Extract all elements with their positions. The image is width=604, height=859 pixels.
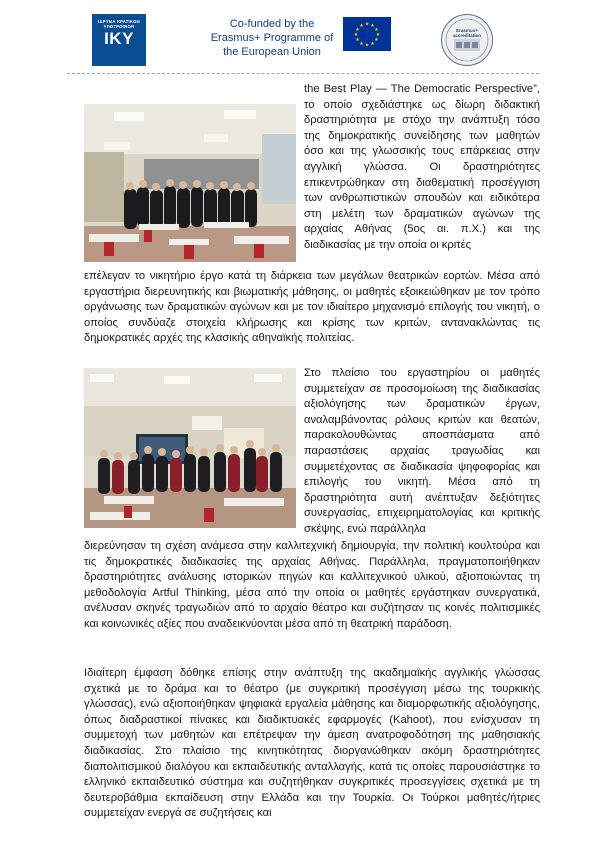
eu-flag-icon xyxy=(343,17,391,51)
paragraph-1-continued: επέλεγαν το νικητήριο έργο κατά τη διάρκεια των μεγάλων θεατρικών εορτών. Μέσα από εργαστήρια διερευνητικής και βιωματικής μάθησης, οι μαθητές εξοικειώθηκαν με τον τρόπο οργάνωσης των δραματικών αγώνων και με τον ιδιαίτερο μηχανισμό επιλογής του νικητή, ο οποίος συνδύαζε στοιχεία κλήρωσης και κρίσης των κριτών, αντανακλώντας τις δημοκρατικές αρχές της κλασικής αθηναϊκής πολιτείας. xyxy=(84,270,540,345)
header-divider xyxy=(67,73,539,74)
cofunded-text: Co-funded by the Erasmus+ Programme of the European Union xyxy=(210,18,334,58)
iky-logo-subtitle: ΙΔΡΥΜΑ ΚΡΑΤΙΚΩΝ ΥΠΟΤΡΟΦΙΩΝ xyxy=(98,19,140,29)
paragraph-3: Ιδιαίτερη έμφαση δόθηκε επίσης στην ανάπτυξη της ακαδημαϊκής αγγλικής γλώσσας σχετικά με το δράμα και το θέατρο (με συγκριτική προσέγγιση μέσω της τουρκικής γλώσσας), ενώ αξιοποιήθηκαν ψηφιακά εργαλεία μάθησης και διαμορφωτικής αξιολόγησης, όπως διαδραστικοί πίνακες και διαδικτυακές εφαρμογές (Kahoot), που ενίσχυσαν τη συμμετοχή των μαθητών και επέτρεψαν την άμεση ανατροφοδότηση της μαθησιακής διαδικασίας. Στο πλαίσιο της κινητικότητας διοργανώθηκαν ακόμη δραστηριότητες διαπολιτισμικού διαλόγου και εκπαιδευτικής ανταλλαγής, κατά τις οποίες παρουσιάστηκε το ελληνικό εκπαιδευτικό σύστημα και συζητήθηκαν συγκριτικές προσεγγίσεις σχετικά με τη δευτεροβάθμια εκπαίδευση στην Ελλάδα και την Τουρκία. Οι Τούρκοι μαθητές/ήτριες συμμετείχαν ενεργά σε συζητήσεις και xyxy=(84,667,540,820)
svg-text:★: ★ xyxy=(370,23,375,29)
classroom-photo-2 xyxy=(84,368,296,528)
erasmus-accreditation-seal xyxy=(441,14,493,66)
iky-logo xyxy=(92,14,146,66)
svg-text:★: ★ xyxy=(359,41,364,47)
svg-text:★: ★ xyxy=(353,32,359,38)
paragraph-2-right: Στο πλαίσιο του εργαστηρίου οι μαθητές συμμετείχαν σε προσομοίωση της διαδικασίας αξιολόγησης των δραματικών έργων, αναλαμβάνοντας ρόλους κριτών και θεατών, παρακολουθώντας αποσπάσματα από παραστάσεις αρχαίας τραγωδίας και συμμετέχοντας σε διαδικασία ψηφοφορίας και επιλογής του νικητή. Μέσα από τη δραστηριότητα αυτή ανέπτυξαν δεξιότητες συνεργασίας, επιχειρηματολογίας και κριτικής σκέψης, ενώ παράλληλα xyxy=(304,367,540,535)
iky-logo-name: IKY xyxy=(104,29,134,48)
svg-text:★: ★ xyxy=(364,21,370,28)
svg-text:★: ★ xyxy=(375,32,381,38)
accreditation-text: Erasmus+ accreditation xyxy=(452,28,481,38)
classroom-photo-1 xyxy=(84,104,296,262)
svg-text:★: ★ xyxy=(355,27,360,33)
svg-text:★: ★ xyxy=(370,41,375,47)
svg-text:★: ★ xyxy=(374,37,379,43)
svg-text:★: ★ xyxy=(359,23,364,29)
svg-text:★: ★ xyxy=(374,27,379,33)
paragraph-1-right: the Best Play — The Democratic Perspective”, το οποίο σχεδιάστηκε ως δίωρη διδακτική δραστηριότητα με στόχο την ανάπτυξη τόσο της δημοκρατικής συνείδησης των μαθητών όσο και της γλωσσικής τους επάρκειας στην αγγλική γλώσσα. Οι δραστηριότητες επικεντρώθηκαν στη διαθεματική προσέγγιση των ανθρωπιστικών σπουδών και ειδικότερα στη μελέτη των δραματικών αγώνων της αρχαίας Αθήνας (5ος αι. π.Χ.) και της διαδικασίας με την οποία οι κριτές xyxy=(304,83,540,251)
page-header xyxy=(0,0,604,72)
svg-text:★: ★ xyxy=(355,37,360,43)
svg-text:★: ★ xyxy=(364,42,370,49)
paragraph-2-continued: διερεύνησαν τη σχέση ανάμεσα στην καλλιτεχνική δημιουργία, την πολιτική κουλτούρα και τις δημοκρατικές διαδικασίες της αρχαίας Αθήνας. Παράλληλα, πραγματοποιήθηκαν δραστηριότητες ανάλυσης ιστορικών πηγών και καλλιτεχνικού υλικού, αξιοποιώντας τη μεθοδολογία Artful Thinking, μέσα από την οποία οι μαθητές εργάστηκαν συνεργατικά, ανέλυσαν σκηνές τραγωδιών από το αρχαίο θέατρο και συζήτησαν τις κοινές πολιτισμικές και κοινωνικές αξίες που αναδεικνύονται μέσα από τη θεατρική παράδοση. xyxy=(84,540,540,630)
